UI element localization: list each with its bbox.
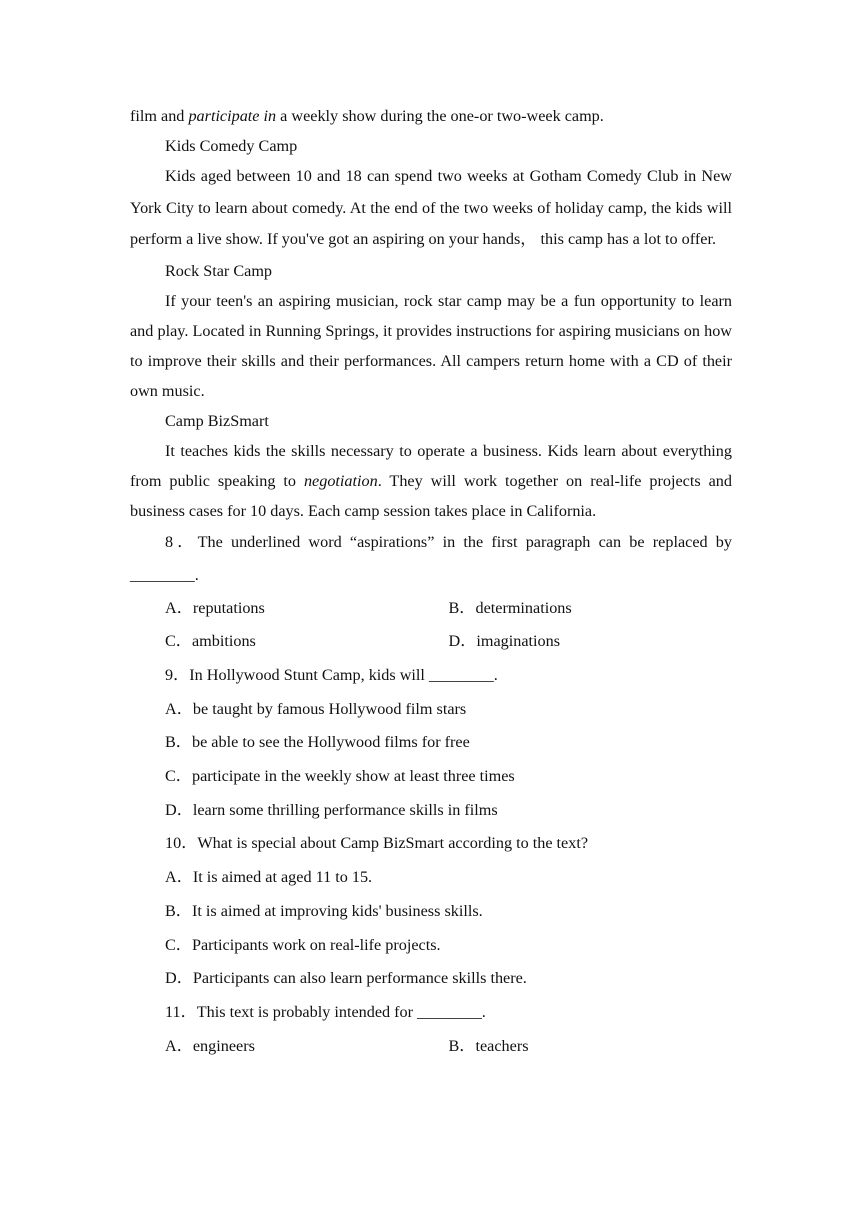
question-10-option-c[interactable]: C．Participants work on real-life projects.: [165, 935, 441, 954]
question-11-stem: 11．This text is probably intended for ________.: [165, 1002, 486, 1021]
paragraph-rock-star-camp: If your teen's an aspiring musician, rock star camp may be a fun opportunity to learn and play. Located in Running Springs, it provides instructions for aspiring musicians on how to improve their skills and their performances. All campers return home with a CD of their own music.: [130, 291, 732, 400]
paragraph-camp-bizsmart: [130, 436, 732, 526]
paragraph-hollywood-continued: [130, 101, 732, 131]
question-10-option-a[interactable]: A．It is aimed at aged 11 to 15.: [165, 868, 373, 887]
question-9-option-c[interactable]: C．participate in the weekly show at least three times: [165, 767, 515, 786]
question-8-options-row-1: [130, 592, 732, 626]
question-11-options-row-1: [130, 1030, 732, 1064]
question-8-options-row-2: [130, 625, 732, 659]
question-9-option-a[interactable]: A．be taught by famous Hollywood film stars: [165, 699, 467, 718]
paragraph-kids-comedy-camp: Kids aged between 10 and 18 can spend two weeks at Gotham Comedy Club in New York City to learn about comedy. At the end of the two weeks of holiday camp, the kids will perform a live show. If you've got an aspiring on your hands， this camp has a lot to offer.: [130, 167, 732, 248]
text-segment: a weekly show during the one-or two-week camp.: [276, 107, 604, 125]
question-9-option-d[interactable]: D．learn some thrilling performance skills in films: [165, 800, 498, 819]
italic-phrase: participate in: [188, 107, 277, 125]
question-9-stem: 9．In Hollywood Stunt Camp, kids will ________.: [165, 665, 498, 684]
text-segment: . They will work together on real-life projects and business cases for 10 days. Each camp session takes place in California.: [130, 471, 732, 520]
italic-word: negotiation: [303, 471, 378, 490]
question-11-option-a[interactable]: A．engineers: [165, 1036, 255, 1055]
question-10-option-d[interactable]: D．Participants can also learn performance skills there.: [165, 969, 527, 988]
question-10-stem: 10．What is special about Camp BizSmart according to the text?: [165, 834, 589, 853]
question-8-option-c[interactable]: C．ambitions: [165, 632, 256, 651]
question-11-option-b[interactable]: B．teachers: [448, 1036, 529, 1055]
question-8-stem: 8．The underlined word “aspirations” in the first paragraph can be replaced by ________.: [130, 532, 732, 584]
question-8-option-b[interactable]: B．determinations: [448, 598, 572, 617]
text-segment: film and: [130, 107, 189, 125]
question-8-option-a[interactable]: A．reputations: [165, 598, 265, 617]
question-10-option-b[interactable]: B．It is aimed at improving kids' business skills.: [165, 901, 483, 920]
text-segment: It teaches kids the skills necessary to operate a business. Kids learn about everything from public speaking to: [130, 441, 732, 490]
heading-rock-star-camp: Rock Star Camp: [165, 261, 273, 280]
heading-kids-comedy-camp: Kids Comedy Camp: [165, 137, 298, 155]
heading-camp-bizsmart: Camp BizSmart: [165, 411, 269, 430]
question-9-option-b[interactable]: B．be able to see the Hollywood films for free: [165, 733, 470, 752]
document-page: [130, 101, 732, 1063]
question-8-option-d[interactable]: D．imaginations: [448, 632, 561, 651]
